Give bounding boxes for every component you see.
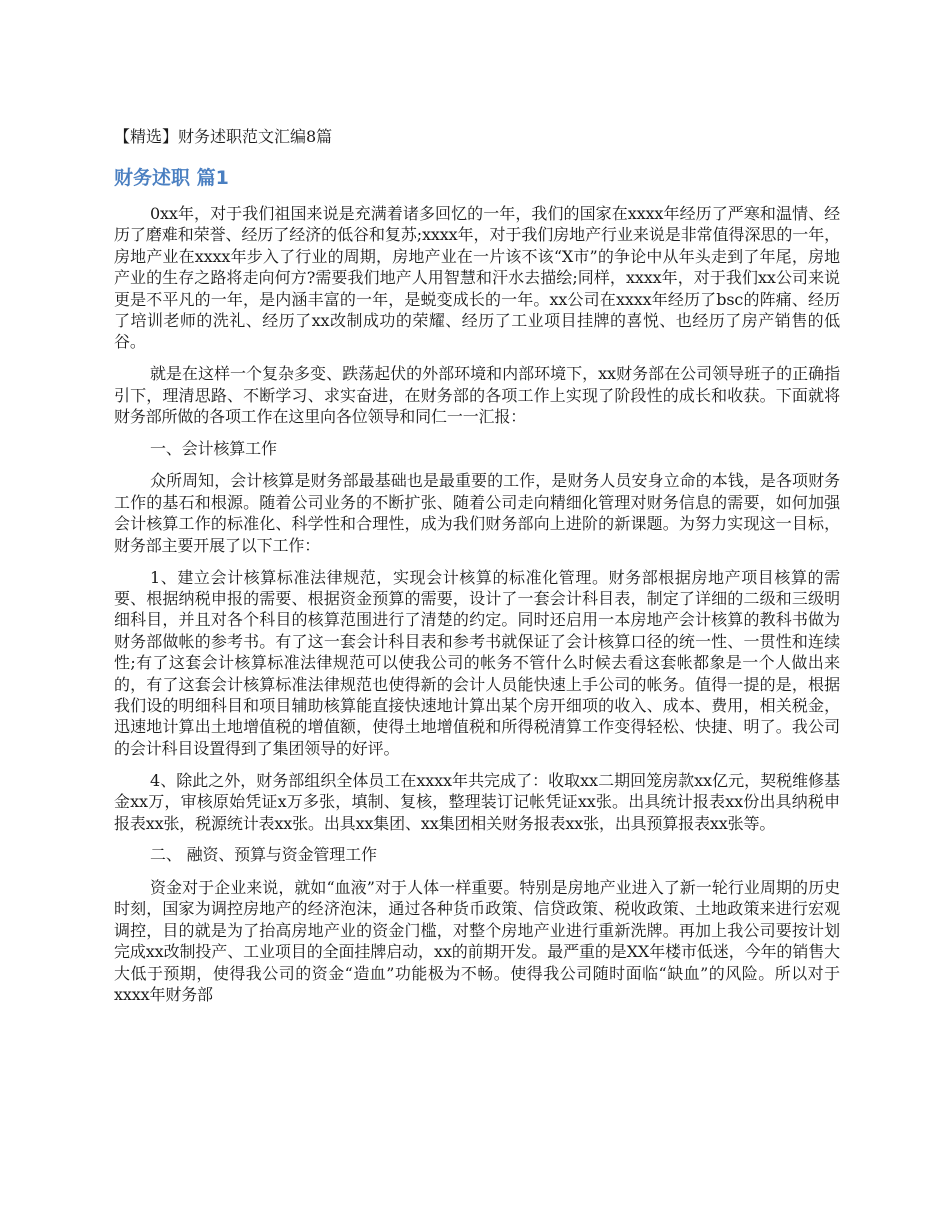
paragraph-funding: 资金对于企业来说，就如“血液”对于人体一样重要。特别是房地产业进入了新一轮行业周期的历史时刻，国家为调控房地产的经济泡沫，通过各种货币政策、信贷政策、税收政策、土地政策来进行宏观调控，目的就是为了抬高房地产业的资金门槛，对整个房地产业进行重新洗牌。再加上我公司要按计划完成xx改制投产、工业项目的全面挂牌启动，xx的前期开发。最严重的是XX年楼市低迷，今年的销售大大低于预期，使得我公司的资金“造血”功能极为不畅。使得我公司随时面临“缺血”的风险。所以对于xxxx年财务部 bbox=[114, 877, 840, 1004]
paragraph-accounting-overview: 众所周知，会计核算是财务部最基础也是最重要的工作，是财务人员安身立命的本钱，是各项财务工作的基石和根源。随着公司业务的不断扩张、随着公司走向精细化管理对财务信息的需要，如何加强会计核算工作的标准化、科学性和合理性，成为我们财务部向上进阶的新课题。为努力实现这一目标，财务部主要开展了以下工作： bbox=[114, 471, 840, 555]
document-body bbox=[114, 203, 840, 1016]
subheading-financing: 二、 融资、预算与资金管理工作 bbox=[150, 845, 377, 865]
subheading-accounting: 一、会计核算工作 bbox=[150, 439, 277, 459]
section-heading: 财务述职 篇1 bbox=[114, 167, 229, 189]
paragraph-workload: 4、除此之外，财务部组织全体员工在xxxx年共完成了：收取xx二期回笼房款xx亿元，契税维修基金xx万，审核原始凭证x万多张，填制、复核，整理装订记帐凭证xx张。出具统计报表xx份出具纳税申报表xx张，税源统计表xx张。出具xx集团、xx集团相关财务报表xx张，出具预算报表xx张等。 bbox=[114, 770, 840, 833]
paragraph-accounting-standards: 1、建立会计核算标准法律规范，实现会计核算的标准化管理。财务部根据房地产项目核算的需要、根据纳税申报的需要、根据资金预算的需要，设计了一套会计科目表，制定了详细的二级和三级明细科目，并且对各个科目的核算范围进行了清楚的约定。同时还启用一本房地产会计核算的教科书做为财务部做帐的参考书。有了这一套会计科目表和参考书就保证了会计核算口径的统一性、一贯性和连续性;有了这套会计核算标准法律规范可以使我公司的帐务不管什么时候去看这套帐都象是一个人做出来的，有了这套会计核算标准法律规范也使得新的会计人员能快速上手公司的帐务。值得一提的是，根据我们设的明细科目和项目辅助核算能直接快速地计算出某个房开细项的收入、成本、费用，相关税金，迅速地计算出土地增值税的增值额，使得土地增值税和所得税清算工作变得轻松、快捷、明了。我公司的会计科目设置得到了集团领导的好评。 bbox=[114, 567, 840, 758]
document-title: 【精选】财务述职范文汇编8篇 bbox=[114, 127, 333, 146]
paragraph-intro: 0xx年，对于我们祖国来说是充满着诸多回忆的一年，我们的国家在xxxx年经历了严寒和温情、经历了磨难和荣誉、经历了经济的低谷和复苏;xxxx年，对于我们房地产行业来说是非常值得深思的一年，房地产业在xxxx年步入了行业的周期，房地产业在一片该不该“X市”的争论中从年头走到了年尾，房地产业的生存之路将走向何方?需要我们地产人用智慧和汗水去描绘;同样，xxxx年，对于我们xx公司来说更是不平凡的一年，是内涵丰富的一年，是蜕变成长的一年。xx公司在xxxx年经历了bsc的阵痛、经历了培训老师的洗礼、经历了xx改制成功的荣耀、经历了工业项目挂牌的喜悦、也经历了房产销售的低谷。 bbox=[114, 204, 840, 352]
paragraph-context: 就是在这样一个复杂多变、跌荡起伏的外部环境和内部环境下，xx财务部在公司领导班子的正确指引下，理清思路、不断学习、求实奋进，在财务部的各项工作上实现了阶段性的成长和收获。下面就将财务部所做的各项工作在这里向各位领导和同仁一一汇报： bbox=[114, 364, 840, 427]
